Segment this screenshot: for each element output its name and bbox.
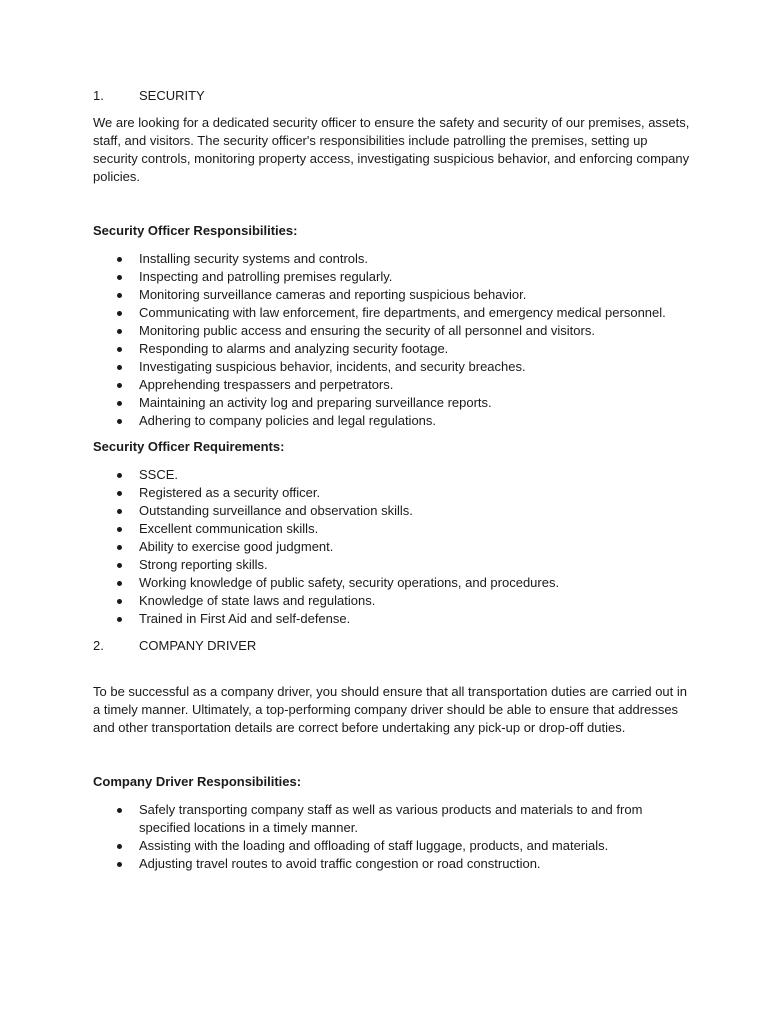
document-page	[93, 86, 693, 873]
list-item: SSCE.	[93, 466, 693, 484]
section-number: 1.	[93, 88, 104, 103]
list-item: Strong reporting skills.	[93, 556, 693, 574]
bullet-icon	[117, 293, 122, 298]
list-item: Communicating with law enforcement, fire departments, and emergency medical personnel.	[93, 304, 693, 322]
bullet-icon	[117, 311, 122, 316]
bullet-icon	[117, 545, 122, 550]
list-item: Trained in First Aid and self-defense.	[93, 610, 693, 628]
list-item: Responding to alarms and analyzing security footage.	[93, 340, 693, 358]
driver-responsibilities-heading: Company Driver Responsibilities:	[93, 774, 302, 789]
security-requirements-heading: Security Officer Requirements:	[93, 439, 285, 454]
bullet-icon	[117, 581, 122, 586]
bullet-icon	[117, 257, 122, 262]
bullet-icon	[117, 617, 122, 622]
security-responsibilities-list	[93, 250, 693, 430]
driver-intro-paragraph: To be successful as a company driver, you should ensure that all transportation duties are carried out in a timely manner. Ultimately, a top-performing company driver should be able to ensure that addresses and other transportation details are correct before undertaking any pick-up or drop-off duties.	[93, 684, 687, 735]
bullet-icon	[117, 527, 122, 532]
list-item: Adhering to company policies and legal regulations.	[93, 412, 693, 430]
list-item: Investigating suspicious behavior, incidents, and security breaches.	[93, 358, 693, 376]
list-item: Knowledge of state laws and regulations.	[93, 592, 693, 610]
bullet-icon	[117, 844, 122, 849]
bullet-icon	[117, 491, 122, 496]
list-item: Maintaining an activity log and preparing surveillance reports.	[93, 394, 693, 412]
list-item: Monitoring public access and ensuring the security of all personnel and visitors.	[93, 322, 693, 340]
bullet-icon	[117, 862, 122, 867]
security-requirements-list	[93, 466, 693, 628]
bullet-icon	[117, 347, 122, 352]
bullet-icon	[117, 808, 122, 813]
section-title: COMPANY DRIVER	[139, 638, 257, 653]
security-intro-paragraph: We are looking for a dedicated security officer to ensure the safety and security of our premises, assets, staff, and visitors. The security officer's responsibilities include patrolling the premises, setting up security controls, monitoring property access, investigating suspicious behavior, and enforcing company policies.	[93, 115, 690, 184]
section-heading-company-driver	[93, 636, 693, 656]
list-item: Assisting with the loading and offloading of staff luggage, products, and materials.	[93, 837, 693, 855]
list-item: Ability to exercise good judgment.	[93, 538, 693, 556]
section-title: SECURITY	[139, 88, 205, 103]
list-item: Registered as a security officer.	[93, 484, 693, 502]
list-item: Apprehending trespassers and perpetrators.	[93, 376, 693, 394]
bullet-icon	[117, 401, 122, 406]
bullet-icon	[117, 329, 122, 334]
bullet-icon	[117, 275, 122, 280]
security-responsibilities-heading: Security Officer Responsibilities:	[93, 223, 298, 238]
bullet-icon	[117, 383, 122, 388]
list-item: Working knowledge of public safety, security operations, and procedures.	[93, 574, 693, 592]
list-item: Outstanding surveillance and observation skills.	[93, 502, 693, 520]
section-number: 2.	[93, 638, 104, 653]
list-item: Safely transporting company staff as well as various products and materials to and from specified locations in a timely manner.	[93, 801, 693, 837]
bullet-icon	[117, 419, 122, 424]
bullet-icon	[117, 365, 122, 370]
list-item: Installing security systems and controls.	[93, 250, 693, 268]
list-item: Inspecting and patrolling premises regularly.	[93, 268, 693, 286]
bullet-icon	[117, 509, 122, 514]
section-heading-security	[93, 86, 693, 106]
list-item: Excellent communication skills.	[93, 520, 693, 538]
driver-responsibilities-list	[93, 801, 693, 873]
list-item: Adjusting travel routes to avoid traffic congestion or road construction.	[93, 855, 693, 873]
list-item: Monitoring surveillance cameras and reporting suspicious behavior.	[93, 286, 693, 304]
bullet-icon	[117, 599, 122, 604]
bullet-icon	[117, 563, 122, 568]
bullet-icon	[117, 473, 122, 478]
